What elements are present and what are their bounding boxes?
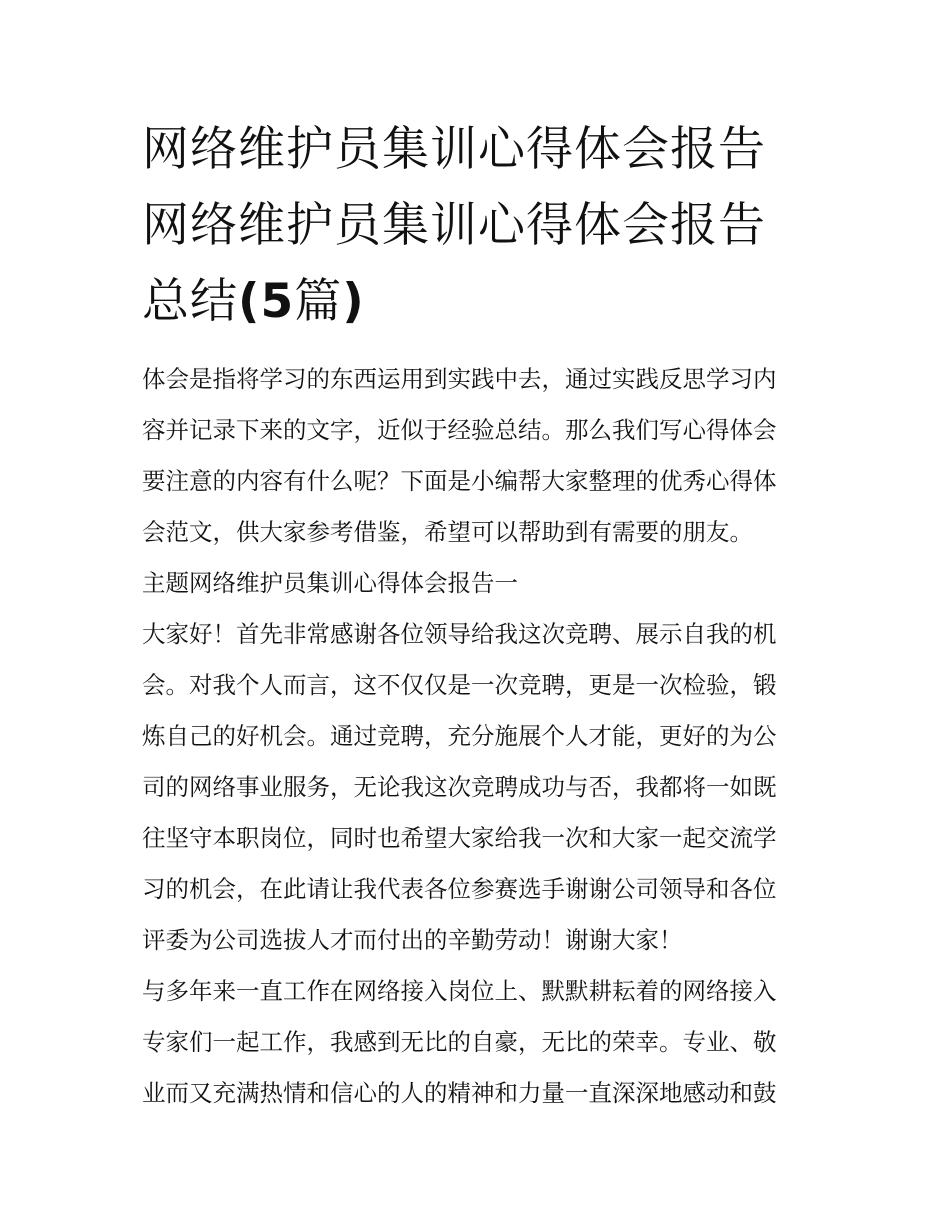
paragraph-line: 要注意的内容有什么呢？下面是小编帮大家整理的优秀心得体 (142, 467, 777, 495)
paragraph-experts (142, 966, 822, 1119)
section-heading (142, 558, 822, 609)
paragraph-line: 会。对我个人而言，这不仅仅是一次竞聘，更是一次检验，锻 (142, 671, 777, 699)
title-line-3-prefix: 总结 (142, 274, 238, 329)
title-line-3-middle: 篇 (294, 274, 343, 329)
paragraph-line: 炼自己的好机会。通过竞聘，充分施展个人才能，更好的为公 (142, 722, 777, 750)
paragraph-line: 专家们一起工作，我感到无比的自豪，无比的荣幸。专业、敬 (142, 1028, 777, 1056)
paragraph-line: 往坚守本职岗位，同时也希望大家给我一次和大家一起交流学 (142, 824, 777, 852)
title-line-2: 网络维护员集训心得体会报告 (142, 198, 766, 253)
paragraph-line: 评委为公司选拔人才而付出的辛勤劳动！谢谢大家！ (142, 926, 683, 954)
paragraph-line: 会范文，供大家参考借鉴，希望可以帮助到有需要的朋友。 (142, 518, 753, 546)
paragraph-speech (142, 609, 822, 966)
paragraph-intro (142, 354, 822, 558)
paragraph-line: 大家好！首先非常感谢各位领导给我这次竞聘、展示自我的机 (142, 620, 777, 648)
paragraph-line: 司的网络事业服务，无论我这次竞聘成功与否，我都将一如既 (142, 773, 777, 801)
paragraph-line: 与多年来一直工作在网络接入岗位上、默默耕耘着的网络接入 (142, 977, 777, 1005)
document-body (142, 354, 822, 1119)
title-line-3-number: (5 (238, 274, 295, 329)
title-line-3 (142, 264, 822, 340)
paragraph-line: 习的机会，在此请让我代表各位参赛选手谢谢公司领导和各位 (142, 875, 777, 903)
paragraph-line: 业而又充满热情和信心的人的精神和力量一直深深地感动和鼓 (142, 1079, 777, 1107)
title-line-1: 网络维护员集训心得体会报告 (142, 122, 766, 177)
document-title (142, 112, 822, 340)
title-line-3-end: ) (342, 274, 365, 329)
paragraph-line: 容并记录下来的文字，近似于经验总结。那么我们写心得体会 (142, 416, 777, 444)
section-heading-text: 主题网络维护员集训心得体会报告一 (142, 569, 518, 597)
paragraph-line: 体会是指将学习的东西运用到实践中去，通过实践反思学习内 (142, 365, 777, 393)
